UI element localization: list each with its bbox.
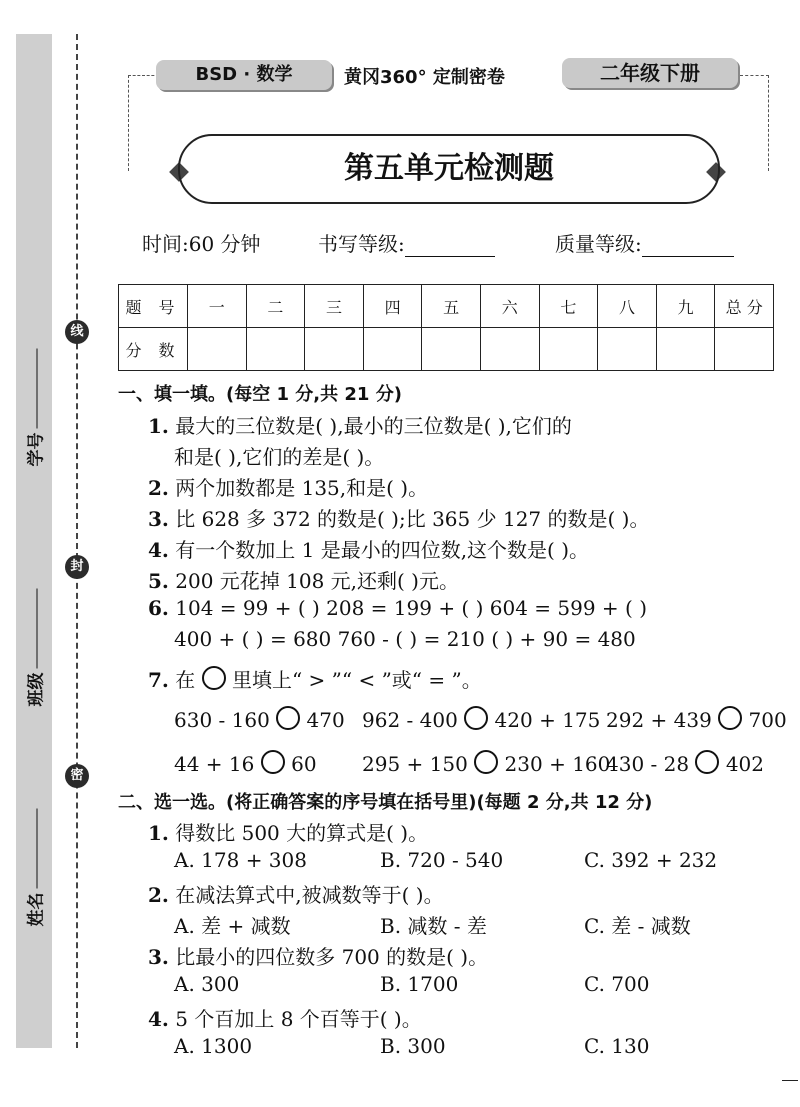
score-header-cell: 七: [539, 285, 598, 328]
score-header-cell: 总 分: [715, 285, 774, 328]
choice-option-a[interactable]: A. 差 + 减数: [174, 914, 291, 938]
compare-item: [606, 750, 764, 776]
question-7-post: 里填上“ > ”“ < ”或“ = ”。: [231, 668, 482, 692]
choice-option-a[interactable]: A. 300: [174, 972, 240, 996]
compare-item: [174, 706, 345, 732]
choice-question: 2. 在减法算式中,被减数等于( )。: [148, 883, 444, 907]
choice-option-c[interactable]: C. 差 - 减数: [584, 914, 691, 938]
question-5-text: 200 元花掉 108 元,还剩( )元。: [175, 569, 459, 593]
student-id-field[interactable]: 学号: [22, 267, 47, 467]
seal-secret-mark: 密: [65, 764, 89, 788]
question-1-cont: 和是( ),它们的差是( )。: [174, 445, 385, 469]
score-cell[interactable]: [656, 328, 715, 371]
score-header-cell: 九: [656, 285, 715, 328]
writing-grade-blank[interactable]: [405, 234, 495, 257]
compare-circle-icon: [202, 666, 226, 690]
compare-answer-circle[interactable]: [474, 750, 498, 774]
score-header-cell: 三: [305, 285, 364, 328]
compare-answer-circle[interactable]: [276, 706, 300, 730]
seal-seal-mark: 封: [65, 555, 89, 579]
compare-answer-circle[interactable]: [261, 750, 285, 774]
choice-question-number: 4: [148, 1007, 162, 1031]
cut-line: [76, 34, 78, 1048]
compare-left: 430 - 28: [606, 752, 690, 776]
compare-right: 470: [306, 708, 345, 732]
score-cell[interactable]: [188, 328, 247, 371]
seal-line-mark: 线: [65, 320, 89, 344]
compare-left: 630 - 160: [174, 708, 270, 732]
publisher-name: 黄冈360° 定制密卷: [344, 67, 505, 88]
subject-badge: BSD · 数学: [156, 60, 332, 90]
page-edge-mark: [782, 1080, 798, 1081]
question-4-text: 有一个数加上 1 是最小的四位数,这个数是( )。: [175, 538, 590, 562]
writing-grade-label: 书写等级:: [318, 232, 405, 256]
compare-left: 292 + 439: [606, 708, 712, 732]
time-limit: 时间:60 分钟: [142, 232, 261, 256]
compare-left: 295 + 150: [362, 752, 468, 776]
section2-title: 二、选一选。(将正确答案的序号填在括号里)(每题 2 分,共 12 分): [118, 792, 653, 813]
choice-option-c[interactable]: C. 130: [584, 1034, 650, 1058]
quality-grade-blank[interactable]: [642, 234, 734, 257]
class-field[interactable]: 班级: [22, 507, 47, 707]
question-3: 3. 比 628 多 372 的数是( );比 365 少 127 的数是( )。: [148, 507, 650, 531]
score-cell[interactable]: [246, 328, 305, 371]
question-6-text-a: 104 = 99 + ( ) 208 = 199 + ( ) 604 = 599 + ( ): [175, 596, 648, 620]
choice-question-text: 得数比 500 大的算式是( )。: [175, 821, 429, 845]
score-header-cell: 六: [480, 285, 539, 328]
compare-item: [362, 706, 600, 732]
score-table-score-row: [119, 328, 774, 371]
binding-strip: [16, 34, 52, 1048]
compare-answer-circle[interactable]: [695, 750, 719, 774]
quality-grade: [555, 228, 734, 257]
score-header-cell: 八: [598, 285, 657, 328]
choice-option-b[interactable]: B. 720 - 540: [380, 848, 504, 872]
compare-right: 420 + 175: [494, 708, 601, 732]
compare-item: [606, 706, 787, 732]
compare-answer-circle[interactable]: [718, 706, 742, 730]
page-title: 第五单元检测题: [178, 134, 720, 204]
question-7-pre: 在: [175, 668, 196, 692]
choice-question-number: 2: [148, 883, 162, 907]
choice-question-text: 5 个百加上 8 个百等于( )。: [175, 1007, 422, 1031]
compare-answer-circle[interactable]: [464, 706, 488, 730]
question-2: 2. 两个加数都是 135,和是( )。: [148, 476, 429, 500]
question-2-text: 两个加数都是 135,和是( )。: [175, 476, 429, 500]
compare-right: 230 + 160: [504, 752, 611, 776]
choice-question: 3. 比最小的四位数多 700 的数是( )。: [148, 945, 489, 969]
choice-option-b[interactable]: B. 300: [380, 1034, 446, 1058]
score-header-cell: 四: [363, 285, 422, 328]
writing-grade: [318, 228, 495, 257]
question-7: 7. 在 里填上“ > ”“ < ”或“ = ”。: [148, 668, 482, 692]
choice-option-a[interactable]: A. 178 + 308: [174, 848, 307, 872]
score-cell[interactable]: [539, 328, 598, 371]
score-cell[interactable]: [363, 328, 422, 371]
score-cell[interactable]: [598, 328, 657, 371]
grade-badge: 二年级下册: [562, 58, 738, 88]
section1-title: 一、填一填。(每空 1 分,共 21 分): [118, 384, 402, 405]
header-frame-right: [740, 75, 769, 171]
question-3-text: 比 628 多 372 的数是( );比 365 少 127 的数是( )。: [175, 507, 650, 531]
score-table-header-row: [119, 285, 774, 328]
choice-question-text: 在减法算式中,被减数等于( )。: [175, 883, 444, 907]
compare-left: 962 - 400: [362, 708, 458, 732]
compare-item: [362, 750, 610, 776]
choice-question-number: 1: [148, 821, 162, 845]
score-cell[interactable]: [305, 328, 364, 371]
score-header-cell: 五: [422, 285, 481, 328]
score-row-label: 分 数: [119, 328, 188, 371]
header-frame-left: [128, 75, 159, 171]
score-cell[interactable]: [715, 328, 774, 371]
choice-question-text: 比最小的四位数多 700 的数是( )。: [175, 945, 489, 969]
compare-right: 402: [725, 752, 765, 776]
choice-option-c[interactable]: C. 700: [584, 972, 650, 996]
score-cell[interactable]: [422, 328, 481, 371]
score-table: [118, 284, 774, 371]
compare-right: 700: [748, 708, 787, 732]
choice-option-b[interactable]: B. 1700: [380, 972, 459, 996]
name-field[interactable]: 姓名: [22, 727, 47, 927]
score-header-cell: 题 号: [119, 285, 188, 328]
score-header-cell: 一: [188, 285, 247, 328]
score-header-cell: 二: [246, 285, 305, 328]
compare-left: 44 + 16: [174, 752, 255, 776]
choice-question-number: 3: [148, 945, 162, 969]
question-1-text-a: 最大的三位数是( ),最小的三位数是( ),它们的: [175, 414, 572, 438]
compare-right: 60: [291, 752, 317, 776]
question-6: 6. 104 = 99 + ( ) 208 = 199 + ( ) 604 = 599 + ( ): [148, 596, 648, 620]
choice-option-b[interactable]: B. 减数 - 差: [380, 914, 487, 938]
score-cell[interactable]: [480, 328, 539, 371]
choice-option-a[interactable]: A. 1300: [174, 1034, 253, 1058]
choice-question: 1. 得数比 500 大的算式是( )。: [148, 821, 429, 845]
question-5: 5. 200 元花掉 108 元,还剩( )元。: [148, 569, 459, 593]
choice-option-c[interactable]: C. 392 + 232: [584, 848, 718, 872]
choice-question: 4. 5 个百加上 8 个百等于( )。: [148, 1007, 422, 1031]
question-6-cont: 400 + ( ) = 680 760 - ( ) = 210 ( ) + 90 = 480: [174, 627, 636, 651]
question-1: 1. 最大的三位数是( ),最小的三位数是( ),它们的: [148, 414, 572, 438]
compare-item: [174, 750, 317, 776]
question-4: 4. 有一个数加上 1 是最小的四位数,这个数是( )。: [148, 538, 590, 562]
quality-grade-label: 质量等级:: [555, 232, 642, 256]
